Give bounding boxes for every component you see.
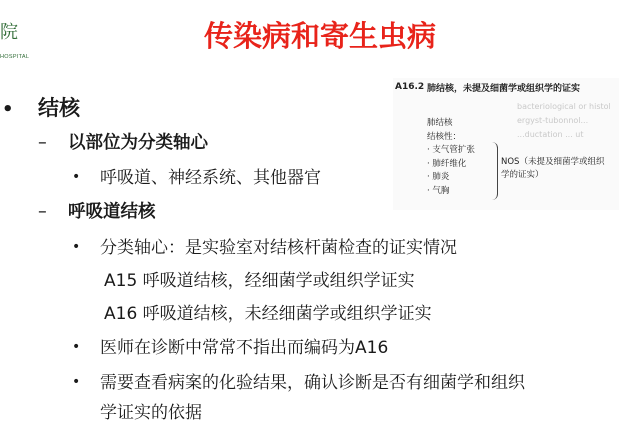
logo-text: HOSPITAL: [0, 54, 30, 60]
brace-icon: [491, 142, 498, 200]
bullet-icon: •: [2, 99, 14, 120]
item-continuation: 学证实的依据: [100, 403, 202, 423]
item-text: 分类轴心：是实验室对结核杆菌检查的证实情况: [100, 238, 457, 258]
list-item: [72, 333, 388, 358]
excerpt-nos: NOS（未提及细菌学或组织学的证实）: [501, 157, 605, 180]
subtopic-respiratory: [38, 198, 156, 223]
subtopic-label: 呼吸道结核: [68, 202, 156, 222]
logo-glyph: 院: [0, 22, 18, 43]
subtopic-axis: [38, 129, 208, 154]
item-text: 需要查看病案的化验结果，确认诊断是否有细菌学和组织: [100, 373, 525, 393]
excerpt-code: A16.2: [395, 82, 425, 92]
excerpt-subheading: 肺结核 结核性：: [427, 118, 462, 142]
classification-excerpt-image: [393, 78, 619, 210]
bullet-icon: •: [72, 169, 81, 185]
list-item: [72, 163, 321, 188]
subtopic-label: 以部位为分类轴心: [68, 133, 208, 153]
excerpt-faded-text: bacteriological or histol ergyst-tubonnol... ...ductation ... ut: [517, 102, 611, 139]
page-title: 传染病和寄生虫病: [203, 19, 436, 53]
excerpt-list: [427, 144, 475, 198]
excerpt-heading: 肺结核，未提及细菌学或组织学的证实: [427, 84, 581, 94]
excerpt-item: · 支气管扩张: [427, 145, 475, 155]
dash-icon: –: [38, 133, 47, 153]
code-a15: A15 呼吸道结核，经细菌学或组织学证实: [104, 271, 415, 291]
topic-label: 结核: [38, 96, 80, 120]
code-a16: A16 呼吸道结核，未经细菌学或组织学证实: [104, 304, 432, 324]
list-item: [72, 233, 457, 258]
topic-tuberculosis: [2, 92, 80, 122]
bullet-icon: •: [72, 239, 81, 255]
excerpt-item: · 肺纤维化: [427, 158, 467, 169]
excerpt-item: · 肺炎: [427, 172, 450, 182]
item-text: 医师在诊断中常常不指出而编码为A16: [100, 338, 389, 358]
list-item: [72, 368, 525, 393]
dash-icon: –: [38, 202, 47, 222]
excerpt-item: · 气胸: [427, 185, 450, 196]
item-text: 呼吸道、神经系统、其他器官: [100, 168, 321, 188]
bullet-icon: •: [72, 374, 81, 390]
bullet-icon: •: [72, 339, 81, 355]
